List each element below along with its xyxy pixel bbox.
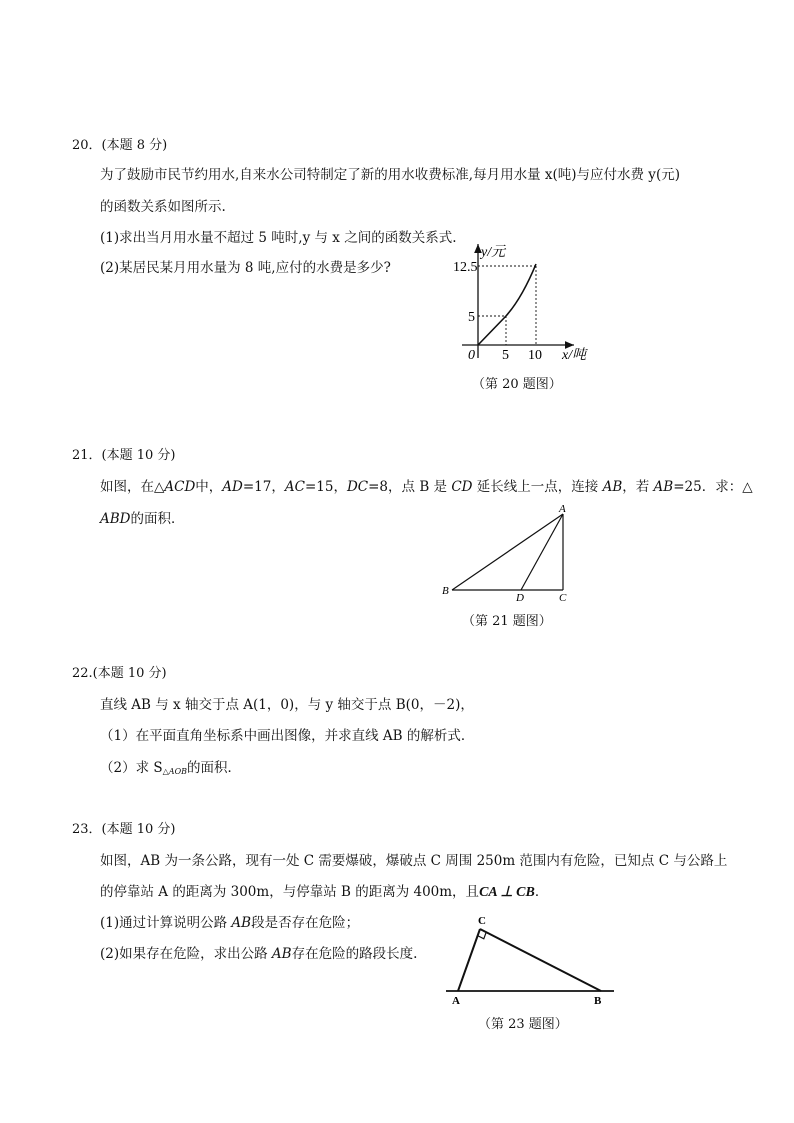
q20-header: 20．(本题 8 分) <box>72 138 168 153</box>
q20-part1: (1)求出当月用水量不超过 5 吨时,y 与 x 之间的函数关系式. <box>100 230 457 246</box>
q21-header: 21．(本题 10 分) <box>72 448 176 463</box>
q21-text-line1: 如图，在△ACD中，AD=17，AC=15，DC=8，点 B 是 CD 延长线上一点，连接 AB，若 AB=25．求：△ <box>100 479 753 495</box>
q23-header: 23．(本题 10 分) <box>72 822 176 837</box>
q20-figure-caption: （第 20 题图） <box>472 377 562 392</box>
q21-label-B: B <box>442 585 449 597</box>
q23-part1: (1)通过计算说明公路 AB段是否存在危险； <box>100 915 360 931</box>
q20-y-tick-low: 5 <box>468 310 475 325</box>
q20-x-tick-low: 5 <box>502 348 509 363</box>
q20-origin-label: 0 <box>468 348 475 363</box>
q23-segment-CA <box>458 929 480 991</box>
q22-text-line1: 直线 AB 与 x 轴交于点 A(1，0)，与 y 轴交于点 B(0，－2)， <box>100 697 474 713</box>
q20-y-axis-label: y/元 <box>481 245 506 260</box>
q22-part1: （1）在平面直角坐标系中画出图像，并求直线 AB 的解析式． <box>100 728 475 744</box>
q21-label-C: C <box>559 592 567 604</box>
q20-text-line2: 的函数关系如图所示. <box>100 199 226 215</box>
q20-part2: (2)某居民某月用水量为 8 吨,应付的水费是多少? <box>100 260 391 276</box>
q22-header: 22.(本题 10 分) <box>72 666 167 681</box>
q20-text-line1: 为了鼓励市民节约用水,自来水公司特制定了新的用水收费标准,每月用水量 x(吨)与应付水费 y(元) <box>100 167 680 183</box>
q23-label-C: C <box>478 915 486 927</box>
q21-figure-caption: （第 21 题图） <box>462 614 552 629</box>
q23-figure-caption: （第 23 题图） <box>478 1017 568 1032</box>
q21-label-A: A <box>559 503 566 515</box>
q22-part2: （2）求 $S_{\triangle AOB}$的面积． <box>100 760 242 776</box>
q23-label-B: B <box>594 995 602 1007</box>
q23-label-A: A <box>452 995 460 1007</box>
q23-text-line1: 如图，AB 为一条公路，现有一处 C 需要爆破，爆破点 C 周围 250m 范围内有危险，已知点 C 与公路上 <box>100 853 728 869</box>
q20-y-tick-high: 12.5 <box>453 260 478 275</box>
q23-part2: (2)如果存在危险，求出公路 AB存在危险的路段长度. <box>100 946 418 962</box>
q20-x-tick-high: 10 <box>528 348 542 363</box>
q20-x-axis-label: x/吨 <box>562 348 587 363</box>
q23-text-line2: 的停靠站 A 的距离为 300m，与停靠站 B 的距离为 400m，且CA ⊥ CB． <box>100 884 549 900</box>
q21-label-D: D <box>516 592 524 604</box>
q21-text-line2: ABD的面积． <box>100 511 185 527</box>
q23-segment-CB <box>480 929 601 991</box>
